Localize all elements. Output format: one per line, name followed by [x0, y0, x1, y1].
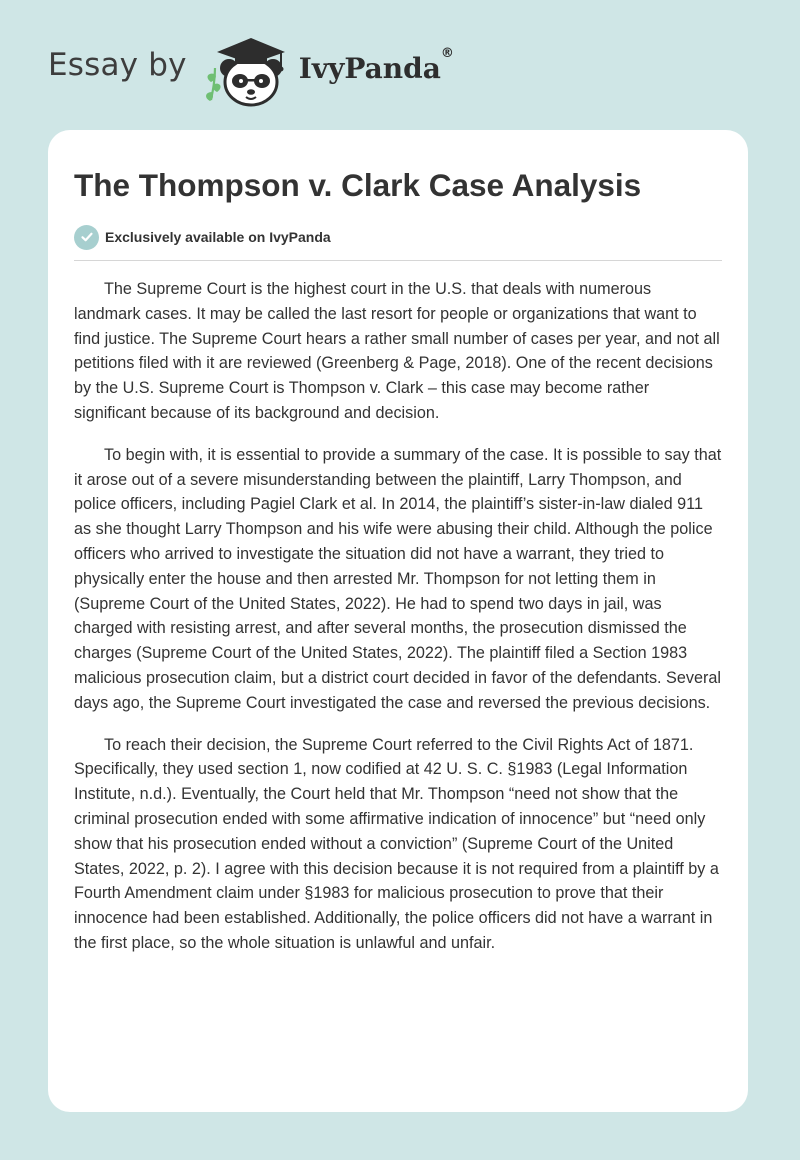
essay-body: [74, 277, 722, 956]
brand-prefix: Essay by: [48, 47, 187, 83]
registered-mark: ®: [440, 45, 454, 61]
page-title: The Thompson v. Clark Case Analysis: [74, 167, 642, 203]
brand-header[interactable]: [48, 30, 454, 110]
paragraph: To reach their decision, the Supreme Court referred to the Civil Rights Act of 1871. Specifically, they used section 1, now codified at 42 U. S. C. §1983 (Legal Information Institute, n.d.). Eventually, the Court held that Mr. Thompson “need not show that the criminal prosecution ended with some affirmative indication of innocence” but “need only show that his prosecution ended without a conviction” (Supreme Court of the United States, 2022, p. 2). I agree with this decision because it is not required from a plaintiff by a Fourth Amendment claim under §1983 for malicious prosecution to prove that their innocence had been established. Additionally, the police officers did not have a warrant in the first place, so the whole situation is unlawful and unfair.: [74, 735, 719, 952]
paragraph: To begin with, it is essential to provide a summary of the case. It is possible to say that it arose out of a severe misunderstanding between the plaintiff, Larry Thompson, and police officers, including Pagiel Clark et al. In 2014, the plaintiff’s sister-in-law dialed 911 as she thought Larry Thompson and his wife were abusing their child. Although the police officers who arrived to investigate the situation did not have a warrant, they tried to physically enter the house and then arrested Mr. Thompson for not letting them in (Supreme Court of the United States, 2022). He had to spend two days in jail, was charged with resisting arrest, and after several months, the prosecution dismissed the charges (Supreme Court of the United States, 2022). The plaintiff filed a Section 1983 malicious prosecution claim, but a district court decided in favor of the defendants. Several days ago, the Supreme Court investigated the case and reversed the previous decisions.: [74, 445, 722, 712]
panda-logo-icon: [201, 30, 297, 110]
check-circle-icon: [74, 225, 99, 250]
paragraph: The Supreme Court is the highest court in the U.S. that deals with numerous landmark cases. It may be called the last resort for people or organizations that want to find justice. The Supreme Court hears a rather small number of cases per year, and not all petitions filed with it are reviewed (Greenberg & Page, 2018). One of the recent decisions by the U.S. Supreme Court is Thompson v. Clark – this case may become rather significant because of its background and decision.: [74, 280, 720, 422]
exclusive-badge: [74, 224, 722, 250]
title-divider: [74, 260, 722, 261]
brand-name-text: IvyPanda: [298, 51, 441, 85]
essay-card: [48, 130, 748, 1112]
badge-label: Exclusively available on IvyPanda: [105, 229, 331, 245]
brand-name: [298, 45, 454, 85]
